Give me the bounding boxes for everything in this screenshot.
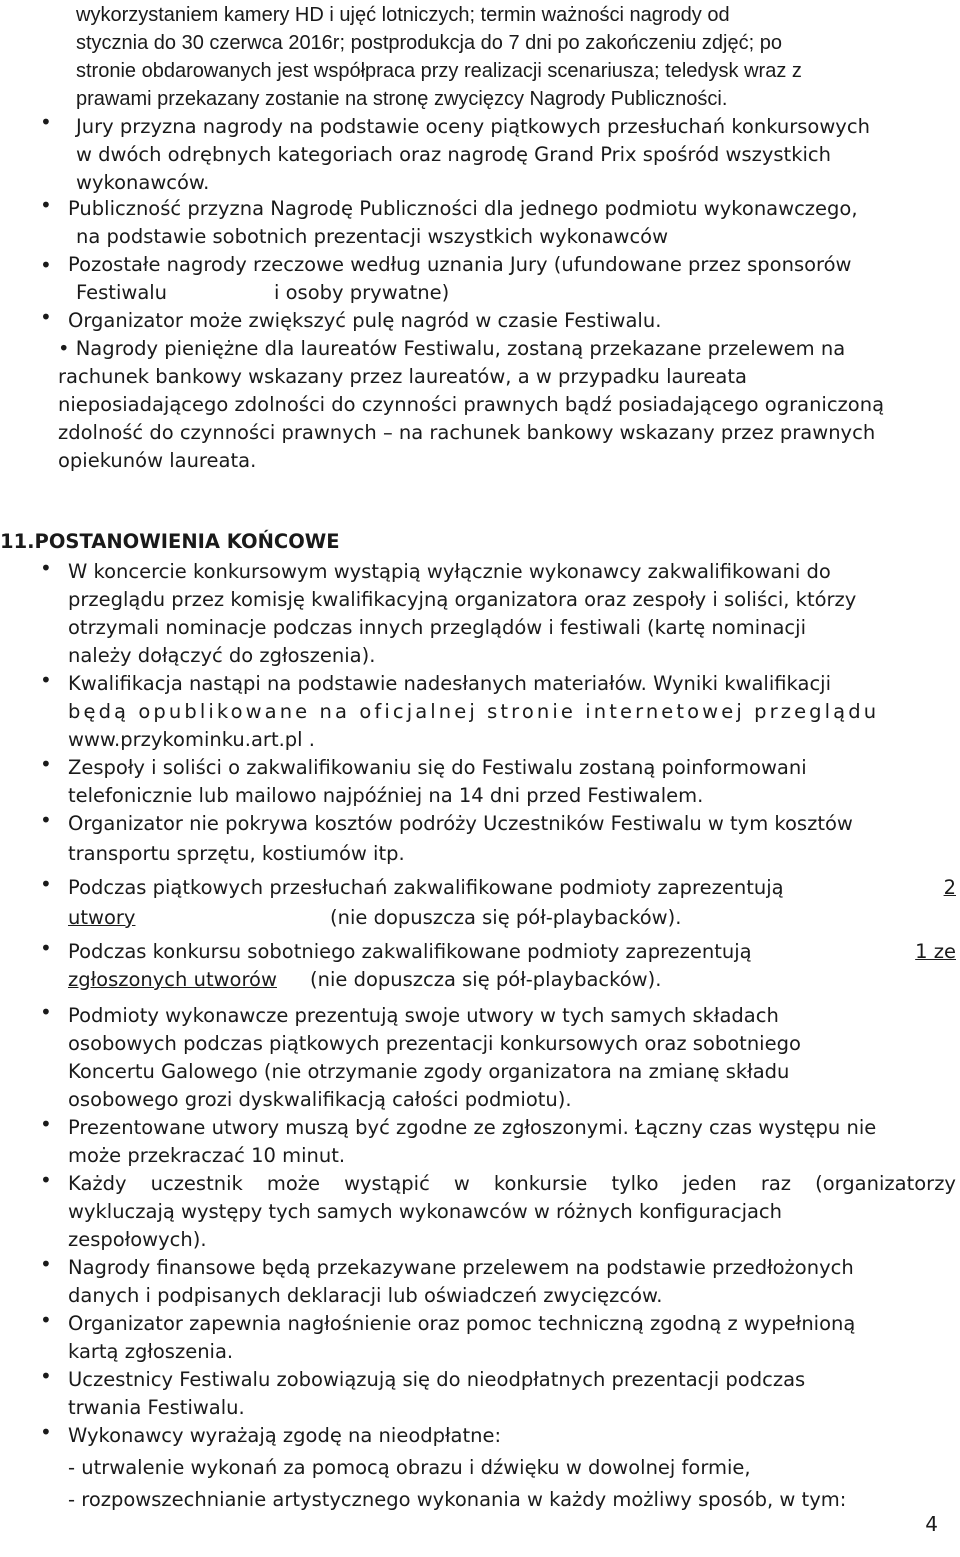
list-item-line: Kwalifikacja nastąpi na podstawie nadesłanych materiałów. Wyniki kwalifikacji [68,672,831,695]
bullet-icon: • [40,1252,52,1276]
list-item-line [68,874,956,902]
underlined-text: utwory [68,906,136,929]
list-item-line: (nie dopuszcza się pół-playbacków). [310,968,662,991]
list-item-line: Zespoły i soliści o zakwalifikowaniu się do Festiwalu zostaną poinformowani [68,756,807,779]
list-item-line: przeglądu przez komisję kwalifikacyjną organizatora oraz zespoły i soliści, którzy [68,588,857,611]
underlined-text: 1 ze [915,940,956,963]
list-item-line: wykluczają występy tych samych wykonawców w różnych konfiguracjach [68,1200,783,1223]
list-item-line: - rozpowszechnianie artystycznego wykonania w każdy możliwy sposób, w tym: [68,1488,847,1511]
list-item-line: w dwóch odrębnych kategoriach oraz nagrodę Grand Prix spośród wszystkich [76,143,831,166]
list-item-line: telefonicznie lub mailowo najpóźniej na 14 dni przed Festiwalem. [68,784,704,807]
bullet-icon: • [40,193,52,217]
list-item-line: Uczestnicy Festiwalu zobowiązują się do nieodpłatnych prezentacji podczas [68,1368,806,1391]
list-item-line: Podmioty wykonawcze prezentują swoje utwory w tych samych składach [68,1004,779,1027]
list-item-line: Publiczność przyzna Nagrodę Publiczności dla jednego podmiotu wykonawczego, [68,197,858,220]
section-number: 11. [0,530,35,553]
list-item-line: • Nagrody pieniężne dla laureatów Festiwalu, zostaną przekazane przelewem na [58,337,846,360]
list-item-line: osobowego grozi dyskwalifikacją całości podmiotu). [68,1088,572,1111]
list-item-line: Każdy uczestnik może wystąpić w konkursie tylko jeden raz (organizatorzy [68,1172,956,1195]
list-item-line: W koncercie konkursowym wystąpią wyłącznie wykonawcy zakwalifikowani do [68,560,831,583]
list-item-line: będą opublikowane na oficjalnej stronie internetowej przeglądu [68,700,880,723]
underlined-text: zgłoszonych utworów [68,968,277,991]
line-text: Podczas piątkowych przesłuchań zakwalifikowane podmioty zaprezentują [68,876,784,899]
list-item-line: Organizator zapewnia nagłośnienie oraz pomoc techniczną zgodną z wypełnioną [68,1312,856,1335]
list-item-line: (nie dopuszcza się pół-playbacków). [330,906,682,929]
bullet-icon: • [40,752,52,776]
list-item-line: - utrwalenie wykonań za pomocą obrazu i dźwięku w dowolnej formie, [68,1456,751,1479]
list-item-line: Wykonawcy wyrażają zgodę na nieodpłatne: [68,1424,502,1447]
bullet-icon: • [40,1000,52,1024]
list-item-line: i osoby prywatne) [274,281,450,304]
list-item-line: zdolność do czynności prawnych – na rachunek bankowy wskazany przez prawnych [58,421,876,444]
bullet-icon: • [40,1112,52,1136]
bullet-icon: • [40,872,52,896]
bullet-icon: • [40,668,52,692]
list-item-line: Organizator nie pokrywa kosztów podróży Uczestników Festiwalu w tym kosztów [68,812,853,835]
section-heading [0,528,340,556]
underlined-count: 2 [943,876,956,899]
bullet-icon: • [40,808,52,832]
bullet-icon: • [40,1364,52,1388]
list-item-line: kartą zgłoszenia. [68,1340,234,1363]
paragraph-line: stronie obdarowanych jest współpraca przy realizacji scenariusza; teledysk wraz z [76,60,802,82]
bullet-icon: • [40,936,52,960]
list-item-line: rachunek bankowy wskazany przez laureatów, a w przypadku laureata [58,365,747,388]
list-item-line: zespołowych). [68,1228,207,1251]
list-item-line: danych i podpisanych deklaracji lub oświadczeń zwycięzców. [68,1284,663,1307]
list-item-line: należy dołączyć do zgłoszenia). [68,644,376,667]
list-item-line: nieposiadającego zdolności do czynności prawnych bądź posiadającego ograniczoną [58,393,885,416]
list-item-line: Nagrody finansowe będą przekazywane przelewem na podstawie przedłożonych [68,1256,854,1279]
bullet-icon: • [40,305,52,329]
list-item-line: może przekraczać 10 minut. [68,1144,346,1167]
list-item-line [68,938,956,966]
list-item-line: osobowych podczas piątkowych prezentacji konkursowych oraz sobotniego [68,1032,801,1055]
list-item-line: Prezentowane utwory muszą być zgodne ze zgłoszonymi. Łączny czas występu nie [68,1116,877,1139]
paragraph-line: wykorzystaniem kamery HD i ujęć lotniczych; termin ważności nagrody od [76,4,730,26]
bullet-icon: • [40,253,52,277]
page-number: 4 [925,1512,938,1536]
list-item-line: wykonawców. [76,171,210,194]
list-item-line: otrzymali nominacje podczas innych przeglądów i festiwali (kartę nominacji [68,616,806,639]
bullet-icon: • [40,1168,52,1192]
bullet-icon: • [40,556,52,580]
line-text: Podczas konkursu sobotniego zakwalifikowane podmioty zaprezentują [68,940,752,963]
website-link[interactable]: www.przykominku.art.pl . [68,728,315,751]
paragraph-line: prawami przekazany zostanie na stronę zwycięzcy Nagrody Publiczności. [76,88,728,110]
list-item-line: Organizator może zwiększyć pulę nagród w czasie Festiwalu. [68,309,662,332]
list-item-line: Jury przyzna nagrody na podstawie oceny piątkowych przesłuchań konkursowych [76,115,870,138]
paragraph-line: stycznia do 30 czerwca 2016r; postprodukcja do 7 dni po zakończeniu zdjęć; po [76,32,782,54]
bullet-icon: • [40,1420,52,1444]
bullet-icon: • [40,110,52,134]
list-item-line: transportu sprzętu, kostiumów itp. [68,842,405,865]
bullet-icon: • [40,1308,52,1332]
list-item-line: Festiwalu [76,281,168,304]
list-item-line: na podstawie sobotnich prezentacji wszystkich wykonawców [76,225,669,248]
list-item-line: opiekunów laureata. [58,449,257,472]
list-item-line: trwania Festiwalu. [68,1396,245,1419]
list-item-line: Koncertu Galowego (nie otrzymanie zgody organizatora na zmianę składu [68,1060,790,1083]
list-item-line: Pozostałe nagrody rzeczowe według uznania Jury (ufundowane przez sponsorów [68,253,852,276]
section-title: POSTANOWIENIA KOŃCOWE [34,530,340,553]
